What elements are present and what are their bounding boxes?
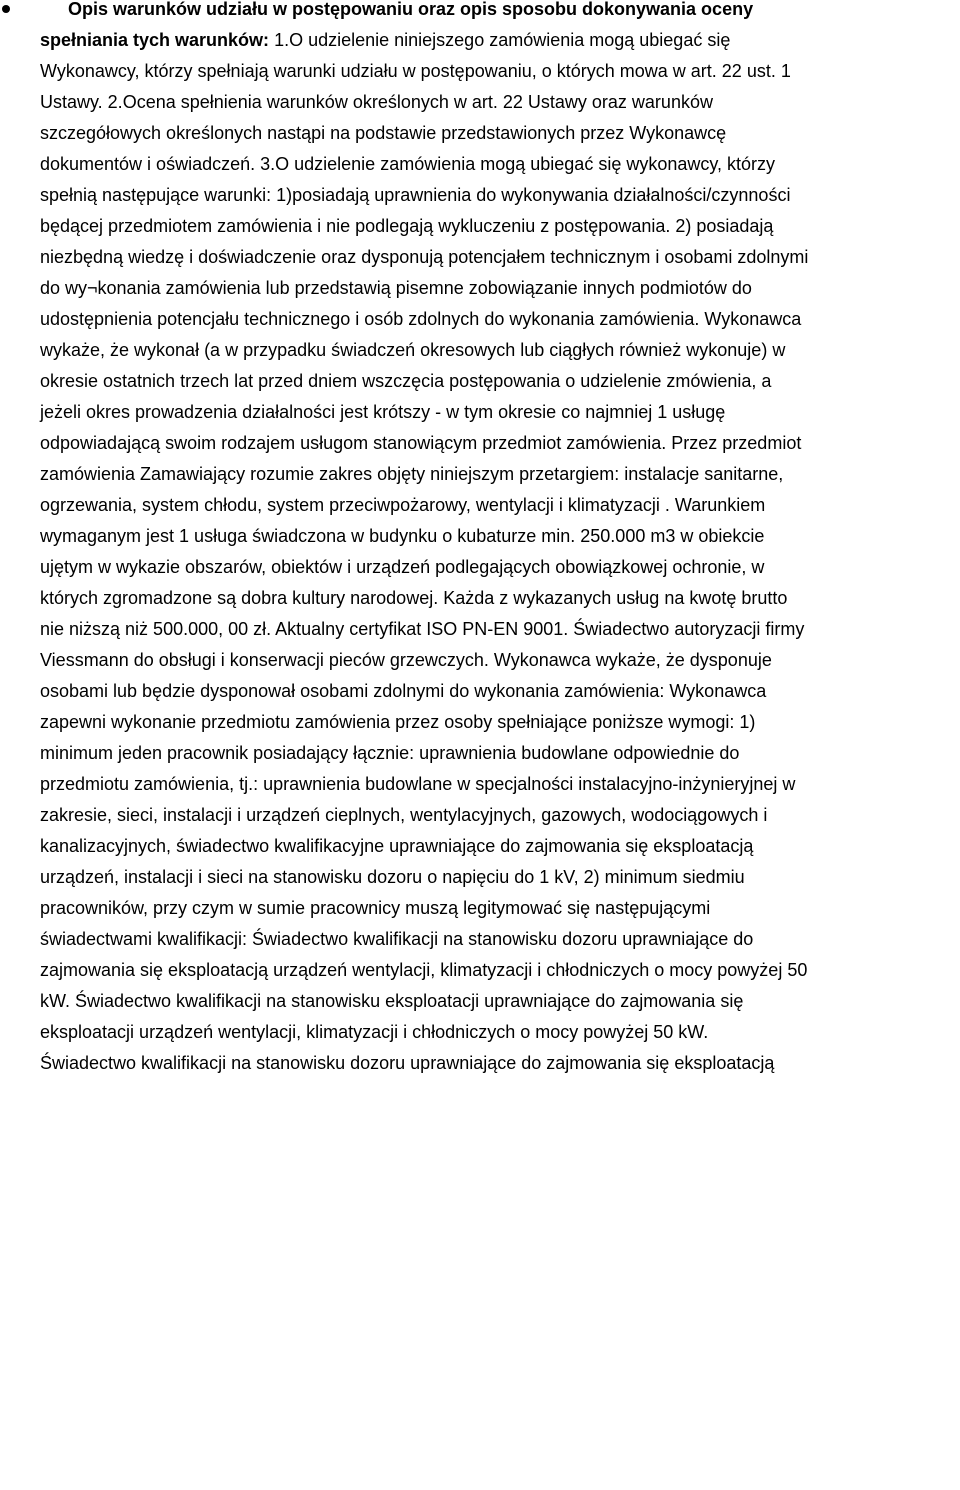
text-line: osobami lub będzie dysponował osobami zdolnymi do wykonania zamówienia: Wykonawca [40, 681, 767, 701]
heading-line-2: spełniania tych warunków: [40, 30, 270, 50]
text-line: urządzeń, instalacji i sieci na stanowisku dozoru o napięciu do 1 kV, 2) minimum siedmiu [40, 867, 745, 887]
text-line: zakresie, sieci, instalacji i urządzeń cieplnych, wentylacyjnych, gazowych, wodociągowych i [40, 805, 768, 825]
text-line: dokumentów i oświadczeń. 3.O udzielenie zamówienia mogą ubiegać się wykonawcy, którzy [40, 154, 776, 174]
text-line: wykaże, że wykonał (a w przypadku świadczeń okresowych lub ciągłych również wykonuje) w [40, 340, 786, 360]
bullet-icon [2, 5, 10, 13]
text-line: szczegółowych określonych nastąpi na podstawie przedstawionych przez Wykonawcę [40, 123, 727, 143]
text-line: przedmiotu zamówienia, tj.: uprawnienia budowlane w specjalności instalacyjno-inżynieryjnej w [40, 774, 796, 794]
text-line: eksploatacji urządzeń wentylacji, klimatyzacji i chłodniczych o mocy powyżej 50 kW. [40, 1022, 709, 1042]
text-line: zajmowania się eksploatacją urządzeń wentylacji, klimatyzacji i chłodniczych o mocy powyżej 50 [40, 960, 808, 980]
text-line: spełnią następujące warunki: 1)posiadają uprawnienia do wykonywania działalności/czynności [40, 185, 791, 205]
text-line: będącej przedmiotem zamówienia i nie podlegają wykluczeniu z postępowania. 2) posiadają [40, 216, 774, 236]
text-line: kW. Świadectwo kwalifikacji na stanowisku eksploatacji uprawniające do zajmowania się [40, 991, 744, 1011]
text-line: nie niższą niż 500.000, 00 zł. Aktualny certyfikat ISO PN-EN 9001. Świadectwo autoryzacji firmy [40, 619, 805, 639]
text-line: Świadectwo kwalifikacji na stanowisku dozoru uprawniające do zajmowania się eksploatacją [40, 1053, 775, 1073]
text-line: Ustawy. 2.Ocena spełnienia warunków określonych w art. 22 Ustawy oraz warunków [40, 92, 713, 112]
document-body [40, 0, 960, 1085]
text-line: Wykonawcy, którzy spełniają warunki udziału w postępowaniu, o których mowa w art. 22 ust. 1 [40, 61, 791, 81]
text-line: ogrzewania, system chłodu, system przeciwpożarowy, wentylacji i klimatyzacji . Warunkiem [40, 495, 766, 515]
text-line: okresie ostatnich trzech lat przed dniem wszczęcia postępowania o udzielenie zmówienia, a [40, 371, 772, 391]
text-line: Viessmann do obsługi i konserwacji pieców grzewczych. Wykonawca wykaże, że dysponuje [40, 650, 772, 670]
text-line: 1.O udzielenie niniejszego zamówienia mogą ubiegać się [269, 30, 731, 50]
text-line: pracowników, przy czym w sumie pracownicy muszą legitymować się następującymi [40, 898, 711, 918]
text-line: odpowiadającą swoim rodzajem usługom stanowiącym przedmiot zamówienia. Przez przedmiot [40, 433, 802, 453]
text-line: jeżeli okres prowadzenia działalności jest krótszy - w tym okresie co najmniej 1 usługę [40, 402, 726, 422]
text-line: niezbędną wiedzę i doświadczenie oraz dysponują potencjałem technicznym i osobami zdolnymi [40, 247, 809, 267]
heading-line-1: Opis warunków udziału w postępowaniu oraz opis sposobu dokonywania oceny [68, 0, 754, 19]
text-line: udostępnienia potencjału technicznego i osób zdolnych do wykonania zamówienia. Wykonawca [40, 309, 802, 329]
text-line: zapewni wykonanie przedmiotu zamówienia przez osoby spełniające poniższe wymogi: 1) [40, 712, 756, 732]
text-line: których zgromadzone są dobra kultury narodowej. Każda z wykazanych usług na kwotę brutto [40, 588, 788, 608]
text-line: kanalizacyjnych, świadectwo kwalifikacyjne uprawniające do zajmowania się eksploatacją [40, 836, 754, 856]
text-line: zamówienia Zamawiający rozumie zakres objęty niniejszym przetargiem: instalacje sanitarne, [40, 464, 784, 484]
text-line: świadectwami kwalifikacji: Świadectwo kwalifikacji na stanowisku dozoru uprawniające do [40, 929, 754, 949]
text-line: ujętym w wykazie obszarów, obiektów i urządzeń podlegających obowiązkowej ochronie, w [40, 557, 765, 577]
text-line: minimum jeden pracownik posiadający łącznie: uprawnienia budowlane odpowiednie do [40, 743, 740, 763]
text-line: wymaganym jest 1 usługa świadczona w budynku o kubaturze min. 250.000 m3 w obiekcie [40, 526, 765, 546]
text-line: do wy¬konania zamówienia lub przedstawią pisemne zobowiązanie innych podmiotów do [40, 278, 752, 298]
